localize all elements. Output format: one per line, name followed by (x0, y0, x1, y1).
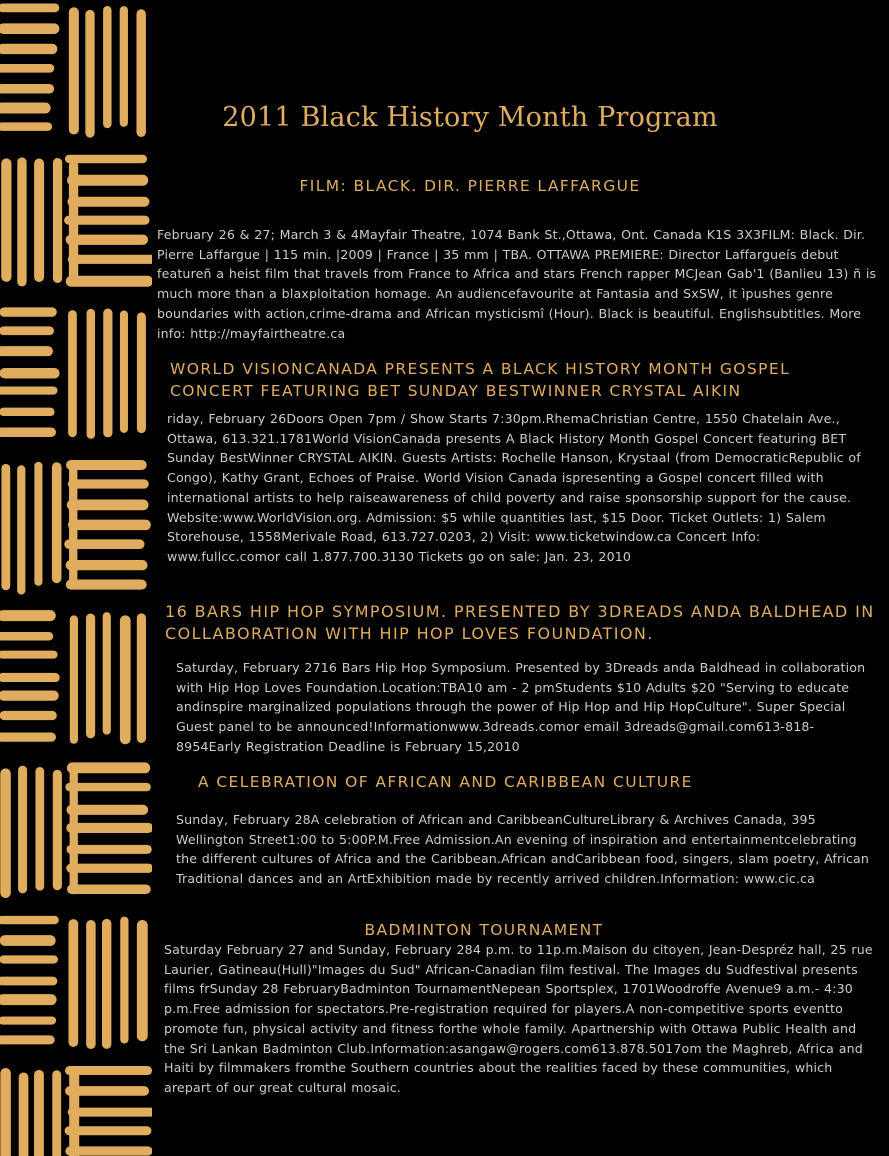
brush-stroke (0, 1016, 56, 1024)
brush-stroke (66, 235, 149, 245)
brush-stroke (85, 10, 94, 138)
brush-stroke (0, 673, 60, 682)
brush-stroke (0, 711, 57, 720)
brush-stroke (19, 1073, 29, 1156)
brush-stroke (68, 479, 149, 488)
event-body-hip-hop-symposium: Saturday, February 2716 Bars Hip Hop Symposium. Presented by 3Dreads anda Baldhead in collaboration with Hip Hop Loves Foundation.Location:TBA10 am - 2 pmStudents $10 Adults $20 "Serving to educate andinspire marginalized populations through the power of Hip Hop and Hip HopCulture". Super Special Guest panel to be announced!Informationwww.3dreads.comor email 3dreads@gmail.com613-818-8954Early Registration Deadline is February 15,2010 (176, 660, 866, 754)
brush-stroke (64, 539, 144, 549)
brush-stroke (120, 917, 128, 1044)
brush-stroke (0, 346, 53, 356)
brush-stroke (1, 158, 11, 281)
event-title-african-caribbean-culture: A CELEBRATION OF AFRICAN AND CARIBBEAN CULTURE (198, 773, 693, 791)
event-body-african-caribbean-culture: Sunday, February 28A celebration of African and CaribbeanCultureLibrary & Archives Canada, 395 Wellington Street1:00 to 5:00P.M.Free Admission.An evening of inspiration and entertainmentcelebrating the different cultures of Africa and the Caribbean.African andCaribbean food, singers, slam poetry, African Traditional dances and an ArtExhibition made by recently arrived children.Information: www.cic.ca (176, 812, 870, 887)
brush-stroke (0, 977, 57, 986)
brush-stroke (120, 615, 131, 744)
brush-stroke (136, 9, 145, 137)
brush-stroke (52, 1070, 61, 1156)
brush-stroke (68, 310, 77, 437)
brush-stroke (65, 1146, 152, 1155)
brush-stroke (120, 310, 128, 432)
page-title: 2011 Black History Month Program (222, 102, 718, 133)
brush-stroke (102, 919, 111, 1049)
brush-stroke (0, 103, 51, 114)
brush-stroke (87, 309, 95, 439)
brush-stroke (35, 767, 44, 891)
brush-stroke (68, 255, 152, 264)
brush-stroke (66, 560, 148, 570)
brush-stroke (34, 462, 42, 586)
brush-stroke (65, 783, 150, 791)
brush-stroke (34, 1070, 44, 1156)
brush-stroke (70, 615, 78, 743)
brush-stroke (0, 610, 56, 621)
brush-stroke (68, 919, 78, 1047)
brush-stroke (0, 1035, 55, 1044)
brush-stroke (67, 762, 150, 773)
brush-stroke (0, 768, 11, 898)
brush-stroke (66, 580, 147, 590)
brush-stroke (0, 994, 57, 1005)
brush-stroke (0, 84, 54, 93)
brush-stroke (66, 823, 152, 833)
brush-stroke (86, 920, 95, 1049)
event-title-badminton: BADMINTON TOURNAMENT (364, 921, 604, 939)
brush-stroke (17, 157, 26, 286)
brush-stroke (66, 460, 147, 470)
brush-stroke (0, 326, 54, 335)
brush-stroke (52, 462, 62, 583)
brush-stroke (67, 197, 149, 207)
event-body-film: February 26 & 27; March 3 & 4Mayfair Theatre, 1074 Bank St.,Ottawa, Ont. Canada K1S 3X3FILM: Black. Dir. Pierre Laffargue | 115 min. |2009 | France | 35 mm | TBA. OTTAWA PREMIERE: Director Laffargueís debut featureñ a heist film that travels from France to Africa and stars French rapper MCJean Gab'1 (Banlieu 13) ñ is much more than a blaxploitation homage. An audiencefavourite at Fantasia and SxSW, it ìpushes genre boundaries with action,crime-drama and African mysticismî (Hour). Black is beautiful. Englishsubtitles. More info: http://mayfairtheatre.ca (157, 227, 877, 341)
brush-stroke (17, 465, 25, 594)
brush-stroke (137, 312, 146, 433)
brush-stroke (66, 805, 148, 815)
brush-stroke (137, 613, 146, 743)
brush-stroke (0, 955, 58, 963)
brush-stroke (67, 175, 148, 186)
brush-stroke (65, 155, 147, 163)
brush-stroke (0, 632, 53, 641)
decorative-brushstroke-pattern (0, 0, 152, 1156)
brush-stroke (0, 935, 56, 946)
event-title-hip-hop-symposium: 16 BARS HIP HOP SYMPOSIUM. PRESENTED BY 3DREADS ANDA BALDHEAD IN COLLABORATION WITH HIP HOP LOVES FOUNDATION. (165, 602, 875, 643)
brush-stroke (66, 845, 151, 854)
brush-stroke (66, 864, 152, 873)
brush-stroke (65, 1126, 152, 1135)
brush-stroke (0, 427, 56, 436)
brush-stroke (18, 766, 27, 894)
brush-stroke (53, 770, 62, 891)
brush-stroke (65, 1086, 149, 1096)
brush-stroke (103, 612, 111, 735)
brush-stroke (0, 44, 57, 54)
brush-stroke (103, 6, 111, 128)
brush-stroke (103, 309, 112, 438)
brush-stroke (68, 520, 151, 530)
brush-stroke (53, 158, 62, 283)
brush-stroke (64, 216, 149, 225)
event-body-gospel-concert: riday, February 26Doors Open 7pm / Show Starts 7:30pm.RhemaChristian Centre, 1550 Chatelain Ave., Ottawa, 613.321.1781World VisionCanada presents A Black History Month Gospel Concert featuring BET Sunday BestWinner CRYSTAL AIKIN. Guests Artists: Rochelle Hanson, Krystaal (from DemocraticRepublic of Congo), Kathy Grant, Echoes of Praise. World Vision Canada ispresenting a Gospel concert filled with international artists to help raiseawareness of child poverty and raise sponsorship support for the cause. Website:www.WorldVision.org. Admission: $5 while quantities last, $15 Door. Ticket Outlets: 1) Salem Storehouse, 1558Merivale Road, 613.727.0203, 2) Visit: www.ticketwindow.ca Concert Info: www.fullcc.comor call 1.877.700.3130 Tickets go on sale: Jan. 23, 2010 (167, 411, 861, 564)
brush-stroke (0, 732, 56, 741)
brush-stroke (86, 614, 95, 739)
brush-stroke (66, 276, 152, 287)
brush-stroke (0, 64, 54, 73)
brush-stroke (68, 1108, 152, 1117)
brush-stroke (0, 23, 59, 34)
event-body-badminton: Saturday February 27 and Sunday, February 284 p.m. to 11p.m.Maison du citoyen, Jean-Despréz hall, 25 rue Laurier, Gatineau(Hull)"Images du Sud" African-Canadian film festival. The Images du Sudfestival presents films frSunday 28 FebruaryBadminton TournamentNepean Sportsplex, 1701Woodroffe Avenue9 a.m.- 4:30 p.m.Free admission for spectators.Pre-registration required for players.A non-competitive sports eventto promote fun, physical activity and fitness forthe whole family. Apartnership with Ottawa Public Health and the Sri Lankan Badminton Club.Information:asangaw@rogers.com613.878.5017om the Maghreb, Africa and Haiti by filmmakers fromthe Southern countries about the realities faced by these communities, which arepart of our great cultural mosaic. (164, 942, 873, 1095)
brush-stroke (0, 408, 55, 416)
brush-stroke (0, 651, 58, 659)
brush-stroke (0, 387, 57, 395)
brush-stroke (1, 464, 10, 590)
brush-stroke (0, 691, 59, 701)
brush-stroke (67, 499, 149, 510)
brush-stroke (67, 884, 151, 894)
brush-stroke (0, 1068, 11, 1156)
brush-stroke (0, 3, 59, 12)
brush-stroke (0, 916, 59, 924)
brush-stroke (65, 1066, 152, 1075)
brush-stroke (120, 6, 128, 127)
event-title-gospel-concert: WORLD VISIONCANADA PRESENTS A BLACK HISTORY MONTH GOSPEL CONCERT FEATURING BET SUNDAY BESTWINNER CRYSTAL AIKIN (170, 360, 791, 400)
brush-stroke (34, 158, 44, 282)
brush-stroke (69, 7, 79, 134)
brush-stroke (0, 122, 52, 131)
brush-stroke (0, 307, 57, 316)
event-title-film: FILM: BLACK. DIR. PIERRE LAFFARGUE (299, 177, 641, 195)
brush-stroke (137, 920, 148, 1041)
brush-stroke (0, 368, 60, 378)
